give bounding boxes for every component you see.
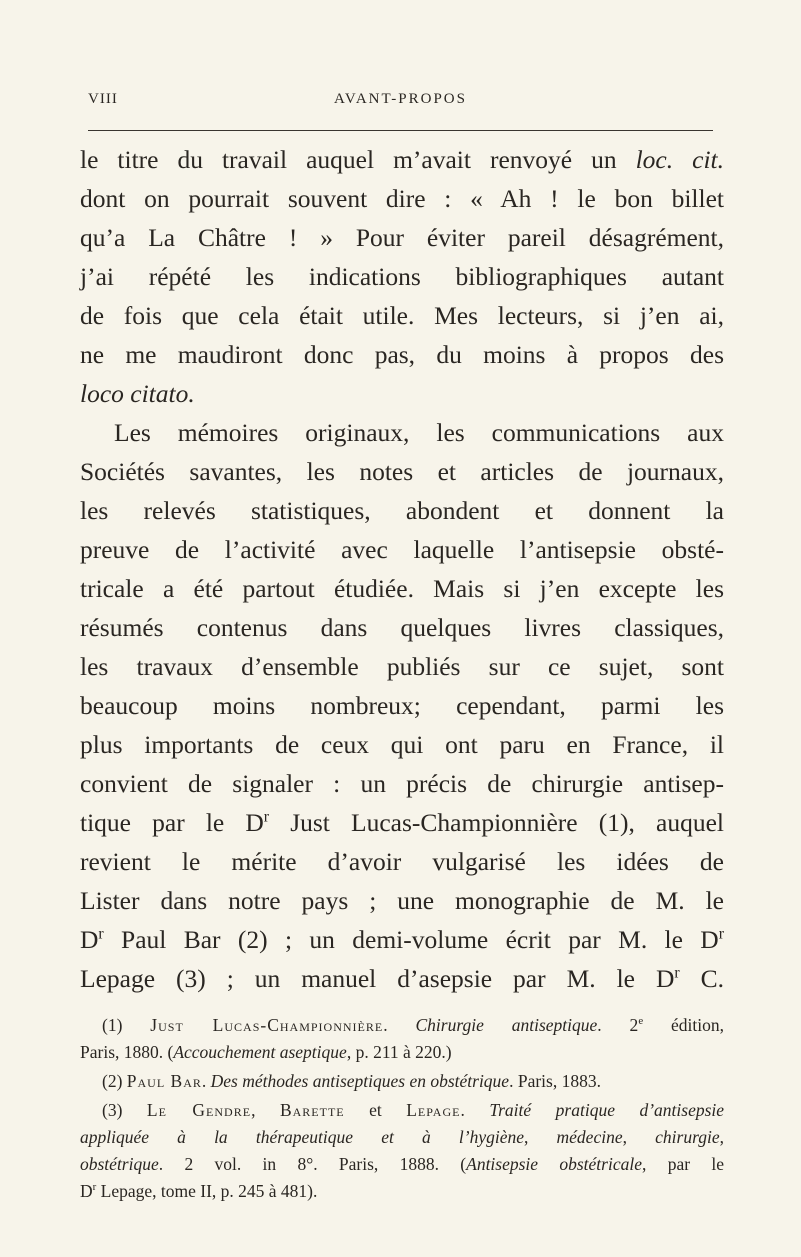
page-header bbox=[78, 91, 723, 113]
text-line: le titre du travail auquel m’avait renvoyé un loc. cit. bbox=[80, 145, 724, 174]
text-line: preuve de l’activité avec laquelle l’antisepsie obsté- bbox=[80, 535, 724, 564]
text-line: résumés contenus dans quelques livres classiques, bbox=[80, 613, 724, 642]
text-line: tricale a été partout étudiée. Mais si j’en excepte les bbox=[80, 574, 724, 603]
text-line: j’ai répété les indications bibliographiques autant bbox=[80, 262, 724, 291]
text-line: dont on pourrait souvent dire : « Ah ! le bon billet bbox=[80, 184, 724, 213]
text-line: qu’a La Châtre ! » Pour éviter pareil désagrément, bbox=[80, 223, 724, 252]
paragraph-2 bbox=[80, 413, 724, 998]
main-text bbox=[80, 140, 724, 998]
text-line: les relevés statistiques, abondent et donnent la bbox=[80, 496, 724, 525]
header-rule bbox=[88, 130, 713, 131]
text-line: tique par le $D^r$ Just Lucas-Championnière (1), auquel bbox=[80, 808, 724, 837]
footnotes bbox=[80, 1012, 724, 1207]
running-title: AVANT-PROPOS bbox=[334, 91, 467, 107]
text-line: Sociétés savantes, les notes et articles de journaux, bbox=[80, 457, 724, 486]
text-line: Les mémoires originaux, les communications aux bbox=[114, 418, 724, 447]
text-line: Lepage (3) ; un manuel d’asepsie par M. le $D^r$ C. bbox=[80, 964, 724, 993]
text-line: $D^r$ Paul Bar (2) ; un demi-volume écrit par M. le $D^r$ bbox=[80, 925, 724, 954]
text-line: beaucoup moins nombreux; cependant, parmi les bbox=[80, 691, 724, 720]
footnote-1: (1) Just Lucas-Championnière. Chirurgie antiseptique. 2e édition, Paris, 1880. (Accouchement aseptique, p. 211 à 220.) bbox=[80, 1015, 725, 1062]
footnote-2: (2) Paul Bar. Des méthodes antiseptiques en obstétrique. Paris, 1883. bbox=[102, 1071, 601, 1091]
text-line: de fois que cela était utile. Mes lecteurs, si j’en ai, bbox=[80, 301, 724, 330]
paragraph-1 bbox=[80, 140, 724, 413]
footnote-3: (3) Le Gendre, Barette et Lepage. Traité pratique d’antisepsie appliquée à la thérapeutique et à l’hygiène, médecine, chirurgie, obstétrique. 2 vol. in 8°. Paris, 1888. (Antisepsie obstétricale, par le $D^r$ Lepage, tome II, p. 245 à 481). bbox=[80, 1100, 725, 1201]
text-line: plus importants de ceux qui ont paru en France, il bbox=[80, 730, 724, 759]
text-line: ne me maudiront donc pas, du moins à propos des bbox=[80, 340, 724, 369]
page-number: VIII bbox=[88, 91, 118, 107]
text-line: Lister dans notre pays ; une monographie de M. le bbox=[80, 886, 724, 915]
text-line: loco citato. bbox=[80, 379, 195, 408]
text-line: les travaux d’ensemble publiés sur ce sujet, sont bbox=[80, 652, 724, 681]
text-line: revient le mérite d’avoir vulgarisé les idées de bbox=[80, 847, 724, 876]
text-line: convient de signaler : un précis de chirurgie antisep- bbox=[80, 769, 724, 798]
